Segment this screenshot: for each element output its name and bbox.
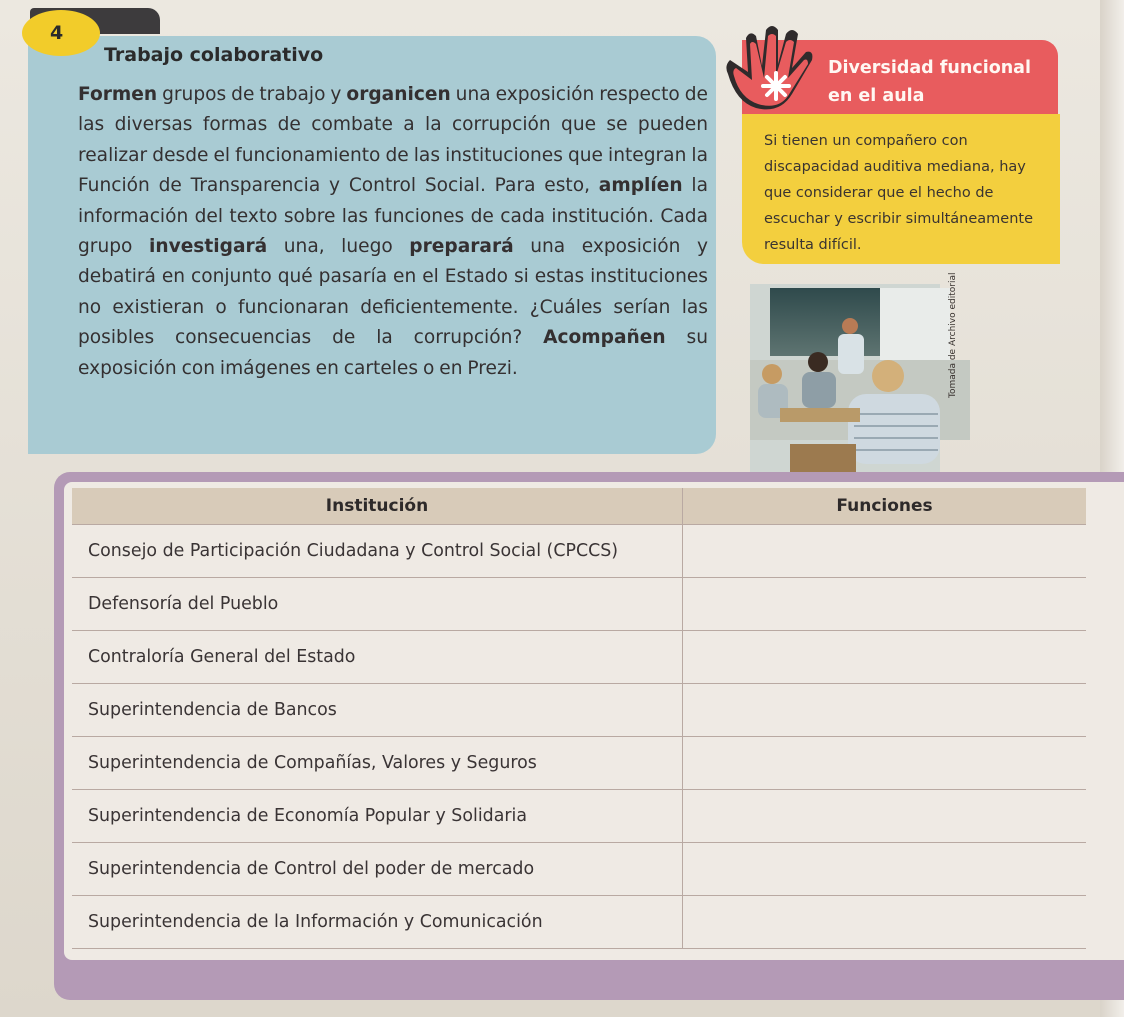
paragraph-keyword: investigará [148, 236, 268, 258]
functions-cell[interactable] [683, 843, 1087, 896]
paragraph-text: una exposición respecto de las diversas formas de combate a la corrupción que se pueden realizar desde el funcionamiento de las instituciones que integran la Función de Transparencia y Control Social. Para esto, [78, 84, 708, 197]
institution-name: Superintendencia de Bancos [72, 684, 683, 737]
table-header-row [72, 488, 1086, 525]
note-title [828, 54, 1031, 110]
paragraph-text: su exposición con imágenes en carteles o en Prezi. [78, 327, 708, 379]
table-row [72, 684, 1086, 737]
paragraph-text: la información del texto sobre las funciones de cada institución. Cada grupo [78, 175, 708, 258]
classroom-photo [730, 284, 970, 476]
paragraph-keyword: Acompañen [543, 327, 666, 349]
paragraph-text: una exposición y debatirá en conjunto qué pasaría en el Estado si estas instituciones no existieran o funcionaran deficientemente. ¿Cuáles serían las posibles consecuencias de la corrupción? [78, 236, 708, 349]
paragraph-keyword: organicen [346, 84, 451, 105]
photo-credit: Tomada de Archivo editorial [948, 272, 958, 398]
paragraph-keyword: preparará [409, 236, 514, 258]
functions-cell[interactable] [683, 896, 1087, 949]
institution-name: Superintendencia de Economía Popular y Solidaria [72, 790, 683, 843]
header-institucion: Institución [72, 488, 683, 525]
institution-name: Consejo de Participación Ciudadana y Control Social (CPCCS) [72, 525, 683, 578]
functions-cell[interactable] [683, 578, 1087, 631]
institutions-table [72, 488, 1086, 949]
table-row [72, 843, 1086, 896]
table-row [72, 631, 1086, 684]
activity-number: 4 [50, 22, 64, 44]
functions-cell[interactable] [683, 790, 1087, 843]
note-title-line1: Diversidad funcional [828, 58, 1031, 78]
table-row [72, 525, 1086, 578]
hand-icon [720, 22, 830, 122]
paragraph-text: una, luego [267, 236, 410, 258]
note-title-line2: en el aula [828, 86, 925, 106]
functions-cell[interactable] [683, 631, 1087, 684]
institution-name: Superintendencia de la Información y Comunicación [72, 896, 683, 949]
functions-cell[interactable] [683, 684, 1087, 737]
institution-name: Superintendencia de Compañías, Valores y Seguros [72, 737, 683, 790]
paragraph-keyword: amplíen [598, 175, 683, 197]
paragraph-keyword: Formen [78, 84, 158, 105]
functions-cell[interactable] [683, 525, 1087, 578]
institution-name: Superintendencia de Control del poder de mercado [72, 843, 683, 896]
activity-paragraph [78, 80, 708, 384]
table-row [72, 790, 1086, 843]
note-text: Si tienen un compañero con discapacidad auditiva mediana, hay que considerar que el hecho de escuchar y escribir simultáneamente resulta difícil. [764, 133, 1034, 253]
table-row [72, 896, 1086, 949]
header-funciones: Funciones [683, 488, 1087, 525]
paragraph-text: grupos de trabajo y [157, 84, 347, 105]
table-row [72, 578, 1086, 631]
table-row [72, 737, 1086, 790]
institution-name: Contraloría General del Estado [72, 631, 683, 684]
activity-title: Trabajo colaborativo [104, 44, 324, 66]
functions-cell[interactable] [683, 737, 1087, 790]
institution-name: Defensoría del Pueblo [72, 578, 683, 631]
